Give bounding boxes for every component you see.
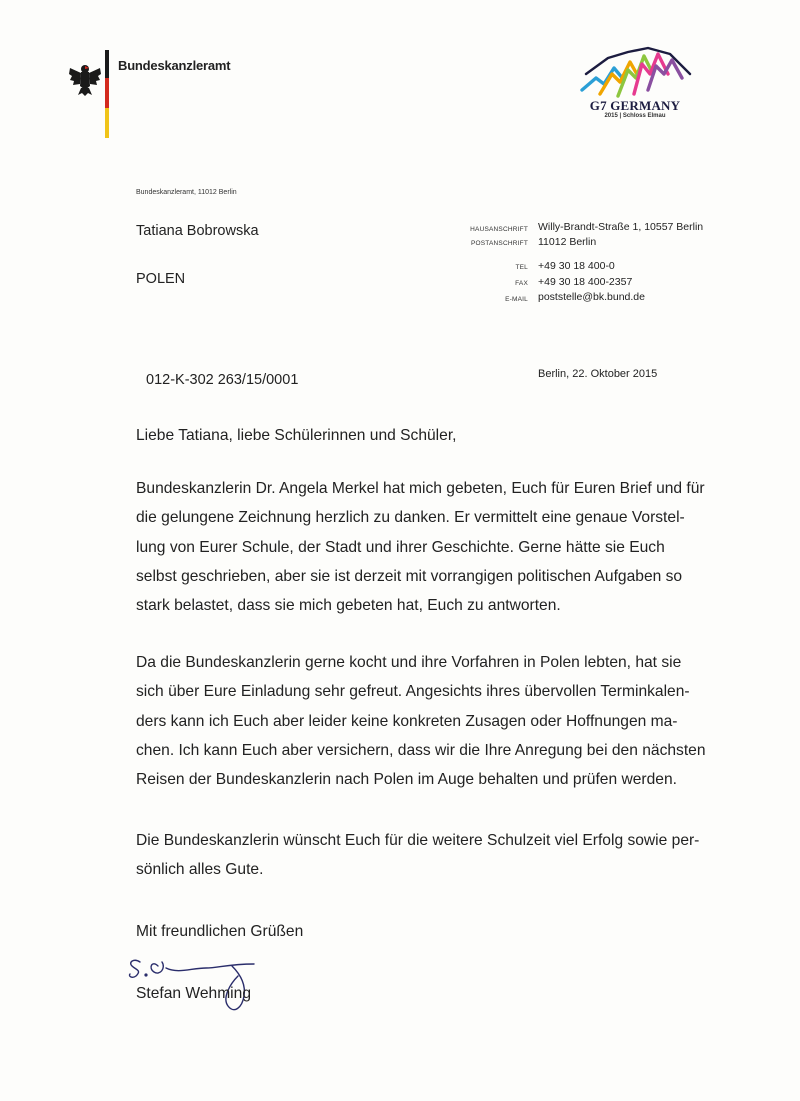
- g7-title: G7 GERMANY: [589, 98, 681, 113]
- contact-value-phone: +49 30 18 400-0: [538, 260, 615, 272]
- contact-value-postal: 11012 Berlin: [538, 236, 597, 248]
- contact-value-email: poststelle@bk.bund.de: [538, 291, 645, 303]
- flag-stripe-gold: [105, 108, 109, 138]
- recipient-country: POLEN: [136, 271, 186, 287]
- contact-label-email: E-MAIL: [505, 296, 528, 303]
- paragraph-line: selbst geschrieben, aber sie ist derzeit mit vorrangigen politischen Aufgaben so: [136, 567, 683, 585]
- paragraph-line: die gelungene Zeichnung herzlich zu danken. Er vermittelt eine genaue Vorstel-: [136, 509, 685, 527]
- salutation: Liebe Tatiana, liebe Schülerinnen und Schüler,: [136, 427, 457, 444]
- g7-subtitle: 2015 | Schloss Elmau: [604, 113, 666, 119]
- contact-label-fax: FAX: [515, 280, 528, 287]
- reference-number: 012-K-302 263/15/0001: [146, 372, 299, 388]
- sender-return-address: Bundeskanzleramt, 11012 Berlin: [136, 189, 237, 196]
- paragraph-line: Reisen der Bundeskanzlerin nach Polen im Auge behalten und prüfen werden.: [136, 771, 677, 789]
- contact-value-fax: +49 30 18 400-2357: [538, 276, 633, 288]
- flag-stripe-red: [105, 78, 109, 108]
- paragraph-line: Bundeskanzlerin Dr. Angela Merkel hat mich gebeten, Euch für Euren Brief und für: [136, 480, 705, 497]
- paragraph-1: [136, 474, 705, 620]
- contact-label-postal: POSTANSCHRIFT: [470, 240, 528, 247]
- paragraph-line: Da die Bundeskanzlerin gerne kocht und ihre Vorfahren in Polen lebten, hat sie: [136, 654, 682, 671]
- federal-eagle-icon: [68, 60, 102, 96]
- paragraph-2: [136, 648, 706, 794]
- paragraph-line: chen. Ich kann Euch aber versichern, dass wir die Ihre Anregung bei den nächsten: [136, 741, 706, 759]
- contact-label-street: HAUSANSCHRIFT: [470, 226, 528, 233]
- organization-name: Bundeskanzleramt: [118, 58, 231, 73]
- closing-phrase: Mit freundlichen Grüßen: [136, 923, 304, 940]
- letter-date: Berlin, 22. Oktober 2015: [538, 368, 658, 380]
- paragraph-line: lung von Eurer Schule, der Stadt und ihrer Geschichte. Gerne hätte sie Euch: [136, 538, 665, 556]
- flag-stripe-black: [105, 50, 109, 78]
- paragraph-line: sönlich alles Gute.: [136, 861, 264, 879]
- paragraph-line: sich über Eure Einladung sehr gefreut. Angesichts ihres übervollen Terminkalen-: [136, 683, 690, 701]
- paragraph-3: [136, 826, 699, 885]
- contact-value-street: Willy-Brandt-Straße 1, 10557 Berlin: [538, 221, 704, 233]
- paragraph-line: Die Bundeskanzlerin wünscht Euch für die weitere Schulzeit viel Erfolg sowie per-: [136, 832, 700, 849]
- recipient-name: Tatiana Bobrowska: [136, 223, 259, 239]
- g7-mountain-logo-icon: [578, 44, 696, 100]
- paragraph-line: ders kann ich Euch aber leider keine konkreten Zusagen oder Hoffnungen ma-: [136, 712, 678, 730]
- contact-label-phone: TEL: [515, 264, 528, 271]
- signer-name: Stefan Wehming: [136, 985, 251, 1002]
- paragraph-line: stark belastet, dass sie mich gebeten hat, Euch zu antworten.: [136, 597, 561, 615]
